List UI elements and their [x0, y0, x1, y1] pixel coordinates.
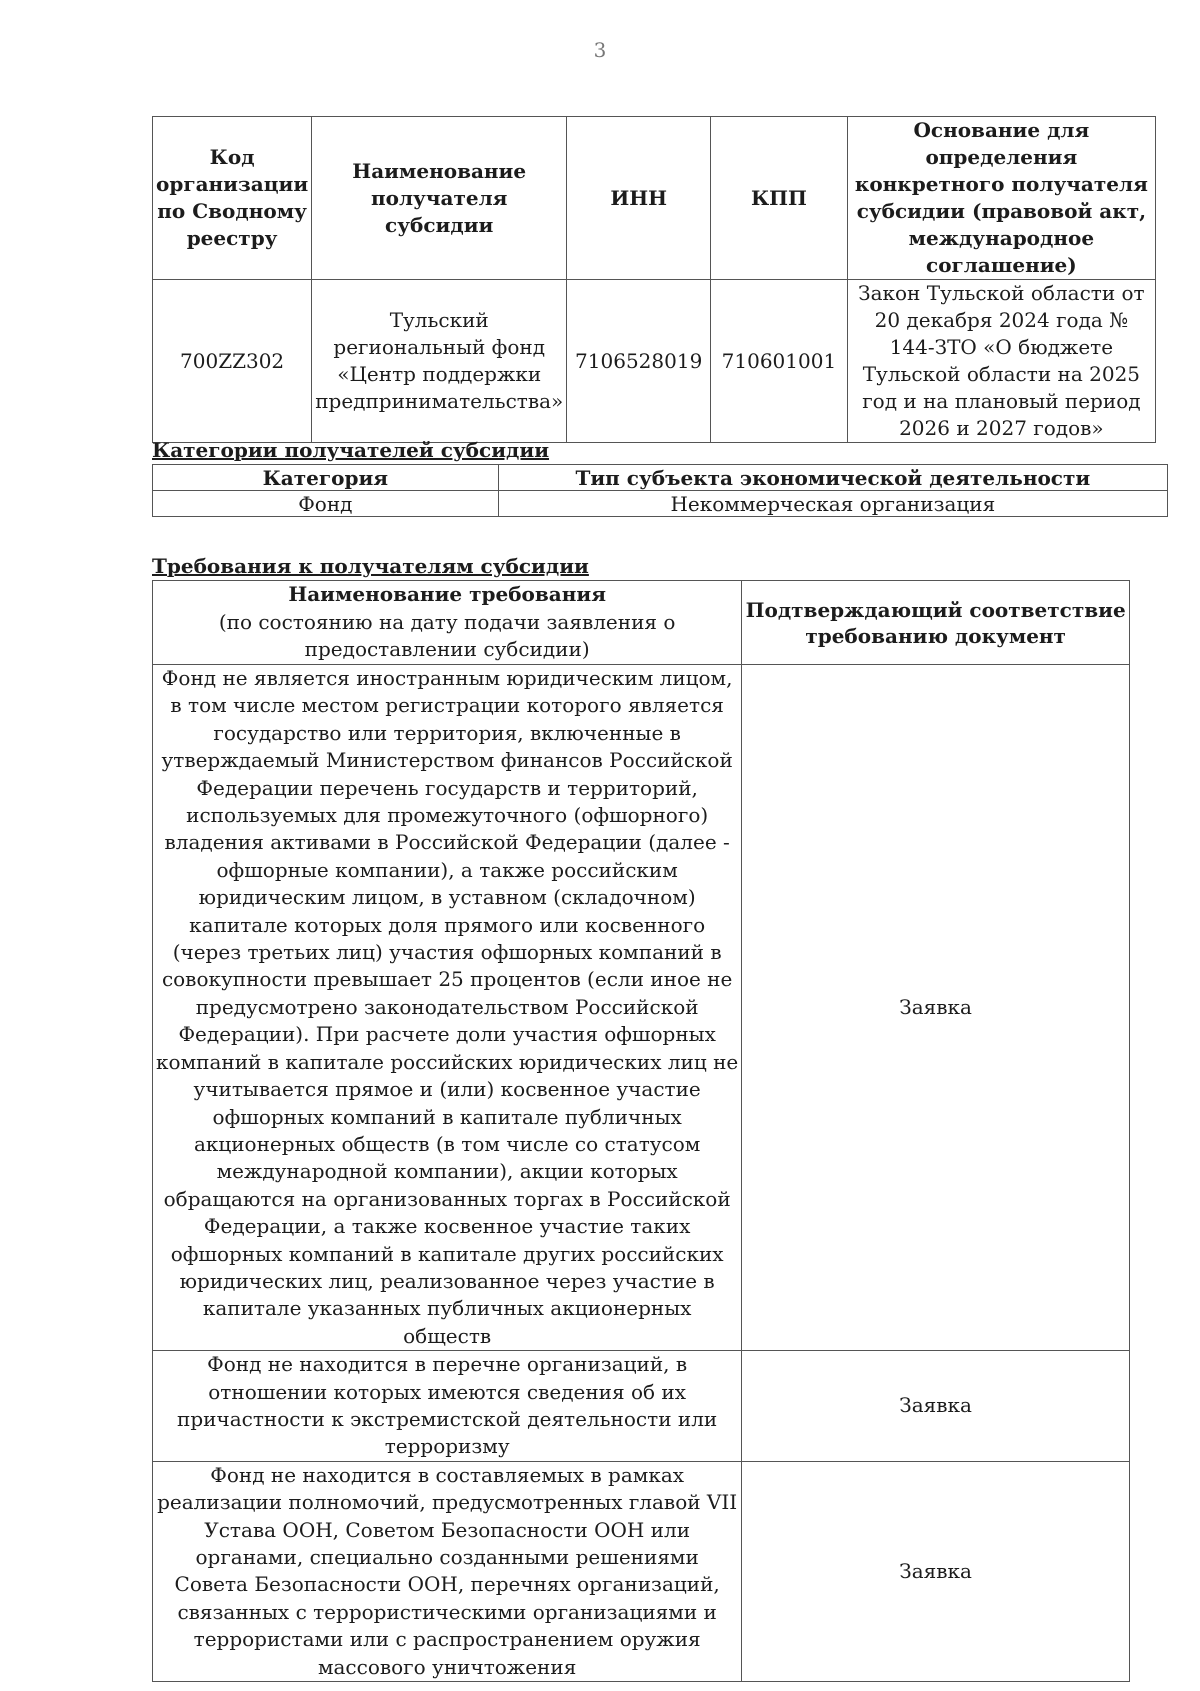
header-activity-type: Тип субъекта экономической деятельности: [498, 465, 1167, 491]
header-org-code: Код организации по Сводному реестру: [153, 117, 312, 280]
requirements-table: [152, 580, 1130, 1682]
categories-table: [152, 464, 1168, 517]
header-confirming-document: Подтверждающий соответствие требованию документ: [742, 581, 1130, 665]
categories-title: Категории получателей субсидии: [152, 438, 550, 462]
inn-value: 7106528019: [567, 280, 711, 443]
recipient-table: [152, 116, 1156, 443]
header-basis: Основание для определения конкретного получателя субсидии (правовой акт, международное соглашение): [847, 117, 1155, 280]
table-row: [153, 1351, 1130, 1462]
recipient-name: Тульский региональный фонд «Центр поддержки предпринимательства»: [312, 280, 567, 443]
table-row: [153, 665, 1130, 1351]
document-value: Заявка: [742, 665, 1130, 1351]
header-inn: ИНН: [567, 117, 711, 280]
header-requirement-title: Наименование требования: [288, 582, 606, 607]
kpp-value: 710601001: [711, 280, 848, 443]
requirement-text: Фонд не находится в составляемых в рамках реализации полномочий, предусмотренных главой VII Устава ООН, Советом Безопасности ООН или органами, специально созданными решениями Совета Безопасности ООН, перечнях организаций, связанных с террористическими организациями и террористами или с распространением оружия массового уничтожения: [153, 1461, 742, 1681]
table-row: [153, 280, 1156, 443]
header-recipient-name: Наименование получателя субсидии: [312, 117, 567, 280]
document-value: Заявка: [742, 1351, 1130, 1462]
page-number: 3: [593, 38, 607, 62]
category-value: Фонд: [153, 491, 499, 517]
table-row: [153, 491, 1168, 517]
table-header-row: [153, 465, 1168, 491]
activity-type-value: Некоммерческая организация: [498, 491, 1167, 517]
requirement-text: Фонд не находится в перечне организаций, в отношении которых имеются сведения об их причастности к экстремистской деятельности или терроризму: [153, 1351, 742, 1462]
basis-value: Закон Тульской области от 20 декабря 2024 года № 144-ЗТО «О бюджете Тульской области на 2025 год и на плановый период 2026 и 2027 годов»: [847, 280, 1155, 443]
table-header-row: [153, 117, 1156, 280]
requirement-text: Фонд не является иностранным юридическим лицом, в том числе местом регистрации которого является государство или территория, включенные в утверждаемый Министерством финансов Российской Федерации перечень государств и территорий, используемых для промежуточного (офшорного) владения активами в Российской Федерации (далее - офшорные компании), а также российским юридическим лицом, в уставном (складочном) капитале которых доля прямого или косвенного (через третьих лиц) участия офшорных компаний в совокупности превышает 25 процентов (если иное не предусмотрено законодательством Российской Федерации). При расчете доли участия офшорных компаний в капитале российских юридических лиц не учитывается прямое и (или) косвенное участие офшорных компаний в капитале публичных акционерных обществ (в том числе со статусом международной компании), акции которых обращаются на организованных торгах в Российской Федерации, а также косвенное участие таких офшорных компаний в капитале других российских юридических лиц, реализованное через участие в капитале указанных публичных акционерных обществ: [153, 665, 742, 1351]
table-row: [153, 1461, 1130, 1681]
document-value: Заявка: [742, 1461, 1130, 1681]
table-header-row: [153, 581, 1130, 665]
header-kpp: КПП: [711, 117, 848, 280]
header-requirement-name: [153, 581, 742, 665]
org-code: 700ZZ302: [153, 280, 312, 443]
header-category: Категория: [153, 465, 499, 491]
requirements-title: Требования к получателям субсидии: [152, 554, 589, 578]
header-requirement-note: (по состоянию на дату подачи заявления о предоставлении субсидии): [218, 609, 676, 662]
